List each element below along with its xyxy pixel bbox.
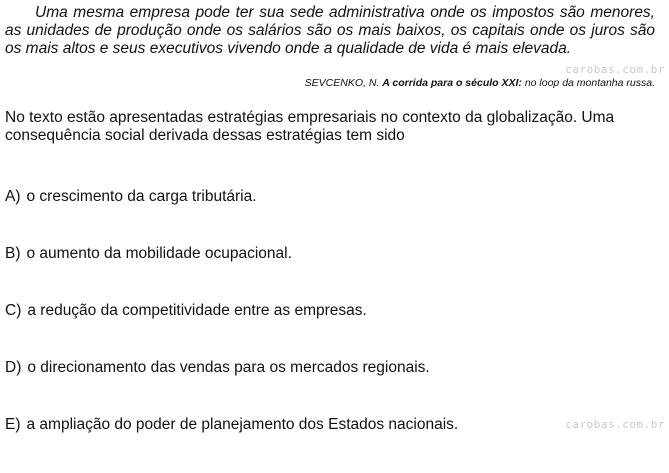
option-letter: D) bbox=[5, 359, 22, 376]
option-b[interactable] bbox=[5, 245, 458, 302]
citation-subtitle: no loop da montanha russa. bbox=[521, 77, 655, 89]
option-text: o aumento da mobilidade ocupacional. bbox=[26, 245, 292, 262]
watermark-bottom: carobas.com.br bbox=[565, 418, 665, 431]
option-letter: A) bbox=[5, 188, 21, 205]
option-text: a ampliação do poder de planejamento dos Estados nacionais. bbox=[26, 416, 459, 433]
watermark-top: carobas.com.br bbox=[565, 63, 665, 76]
answer-options bbox=[5, 188, 458, 473]
citation-author: SEVCENKO, N. bbox=[304, 77, 383, 89]
citation-work: A corrida para o século XXI: bbox=[382, 77, 522, 89]
citation bbox=[305, 77, 655, 89]
option-text: a redução da competitividade entre as empresas. bbox=[27, 302, 367, 319]
question-text: No texto estão apresentadas estratégias empresariais no contexto da globalização. Uma consequência social derivada dessas estratégias tem sido bbox=[5, 109, 615, 144]
option-e[interactable] bbox=[5, 416, 458, 473]
option-letter: B) bbox=[5, 245, 21, 262]
option-a[interactable] bbox=[5, 188, 458, 245]
option-text: o crescimento da carga tributária. bbox=[26, 188, 257, 205]
option-c[interactable] bbox=[5, 302, 458, 359]
option-letter: E) bbox=[5, 416, 21, 433]
option-text: o direcionamento das vendas para os mercados regionais. bbox=[27, 359, 430, 376]
option-d[interactable] bbox=[5, 359, 458, 416]
option-letter: C) bbox=[5, 302, 22, 319]
quote-text: Uma mesma empresa pode ter sua sede administrativa onde os impostos são menores, as unidades de produção onde os salários são os mais baixos, os capitais onde os juros são os mais altos e seus executivos vivendo onde a qualidade de vida é mais elevada. bbox=[5, 4, 655, 57]
